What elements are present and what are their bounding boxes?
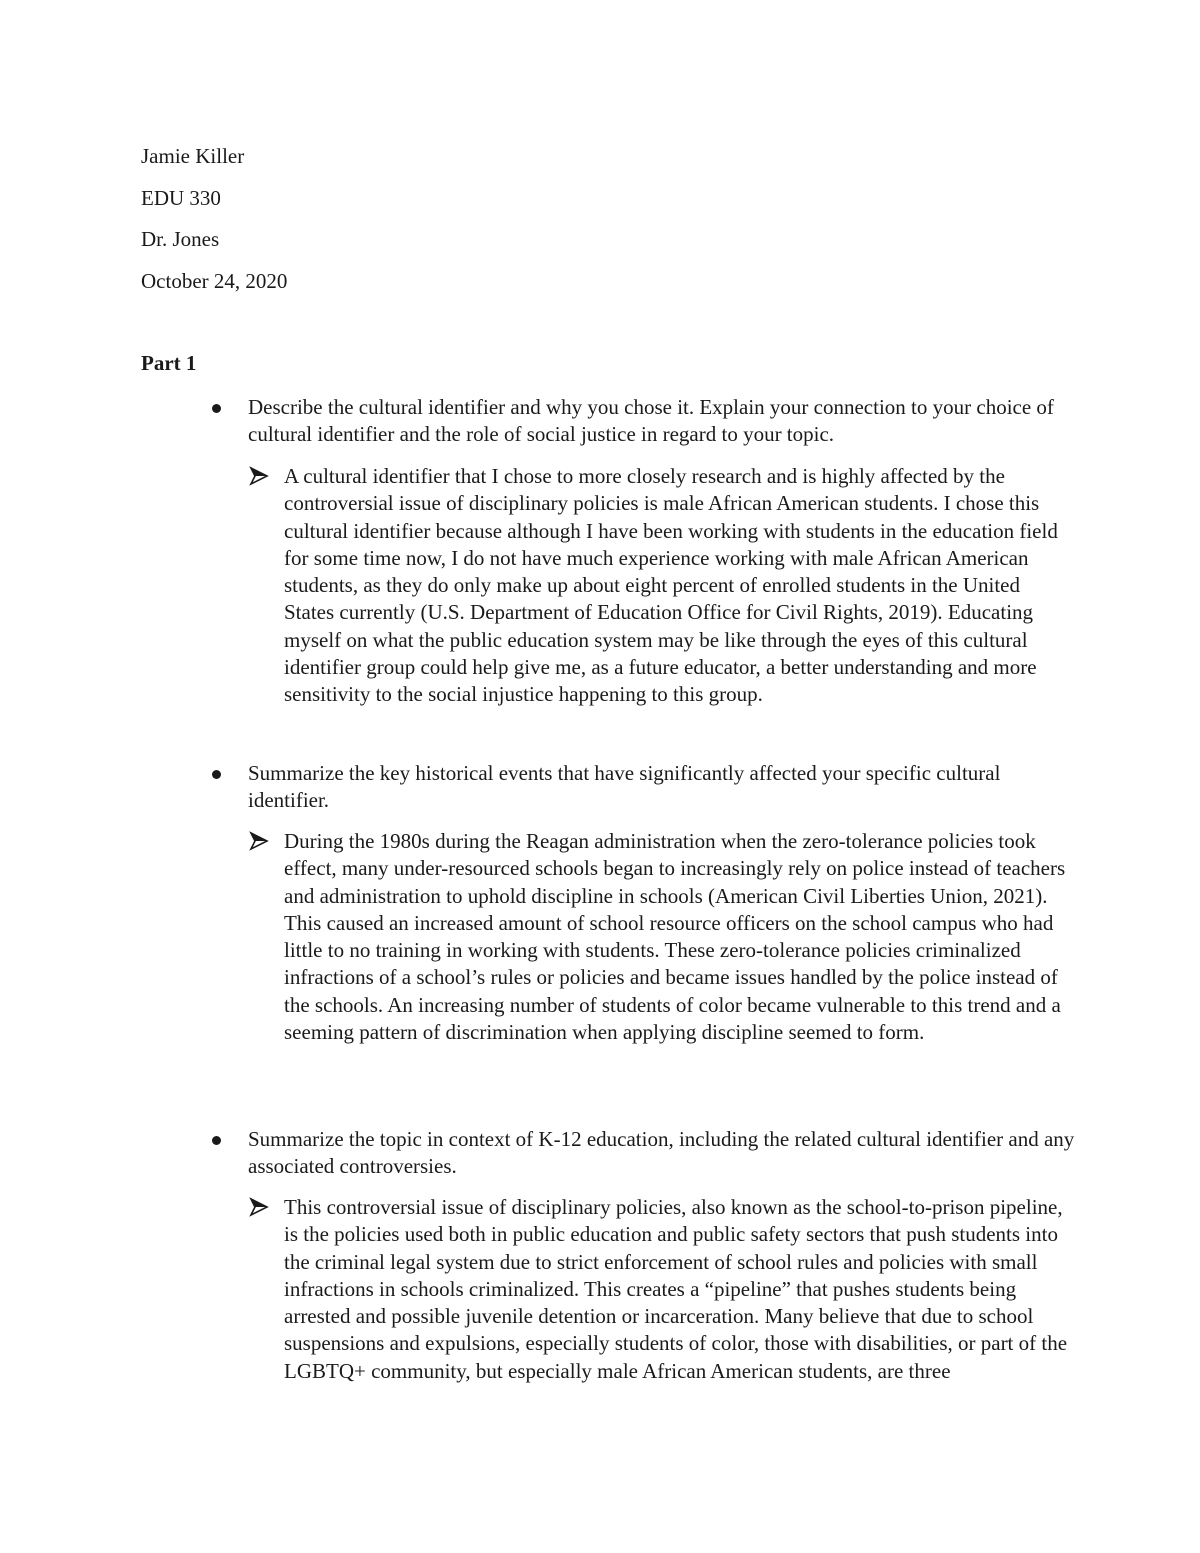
course-code: EDU 330 <box>141 185 221 210</box>
answer-text: During the 1980s during the Reagan administration when the zero-tolerance policies took effect, many under-resourced schools began to increasingly rely on police instead of teachers and administration to uphold discipline in schools (American Civil Liberties Union, 2021). This caused an increased amount of school resource officers on the school campus who had little to no training in working with students. These zero-tolerance policies criminalized infractions of a school’s rules or policies and became issues handled by the police instead of the schools. An increasing number of students of color became vulnerable to this trend and a seeming pattern of discrimination when applying discipline seemed to form. <box>284 829 1066 1045</box>
document-date: October 24, 2020 <box>141 269 288 294</box>
arrow-bullet-icon <box>248 830 270 852</box>
question-1 <box>248 394 1078 449</box>
document-header <box>141 141 287 308</box>
question-3 <box>248 1126 1078 1181</box>
question-text: Describe the cultural identifier and why you chose it. Explain your connection to your choice of cultural identifier and the role of social justice in regard to your topic. <box>248 395 1054 447</box>
arrow-bullet-icon <box>248 1196 270 1218</box>
question-text: Summarize the key historical events that have significantly affected your specific cultural identifier. <box>248 761 1001 813</box>
instructor-name: Dr. Jones <box>141 227 220 252</box>
answer-1 <box>284 463 1074 709</box>
arrow-bullet-icon <box>248 465 270 487</box>
answer-3 <box>284 1194 1074 1385</box>
question-text: Summarize the topic in context of K-12 education, including the related cultural identifier and any associated controversies. <box>248 1127 1075 1179</box>
bullet-icon <box>212 404 221 413</box>
answer-text: This controversial issue of disciplinary policies, also known as the school-to-prison pipeline, is the policies used both in public education and public safety sectors that push students into the criminal legal system due to strict enforcement of school rules and policies with small infractions in schools criminalized. This creates a “pipeline” that pushes students being arrested and possible juvenile detention or incarceration. Many believe that due to school suspensions and expulsions, especially students of color, those with disabilities, or part of the LGBTQ+ community, but especially male African American students, are three <box>284 1195 1068 1383</box>
section-title: Part 1 <box>141 351 197 375</box>
student-name: Jamie Killer <box>141 144 245 168</box>
bullet-icon <box>212 770 221 779</box>
bullet-icon <box>212 1136 221 1145</box>
answer-text: A cultural identifier that I chose to more closely research and is highly affected by the controversial issue of disciplinary policies is male African American students. I chose this cultural identifier because although I have been working with students in the education field for some time now, I do not have much experience working with male African American students, as they do only make up about eight percent of enrolled students in the United States currently (U.S. Department of Education Office for Civil Rights, 2019). Educating myself on what the public education system may be like through the eyes of this cultural identifier group could help give me, as a future educator, a better understanding and more sensitivity to the social injustice happening to this group. <box>284 464 1058 707</box>
answer-2 <box>284 828 1074 1046</box>
question-2 <box>248 760 1078 815</box>
